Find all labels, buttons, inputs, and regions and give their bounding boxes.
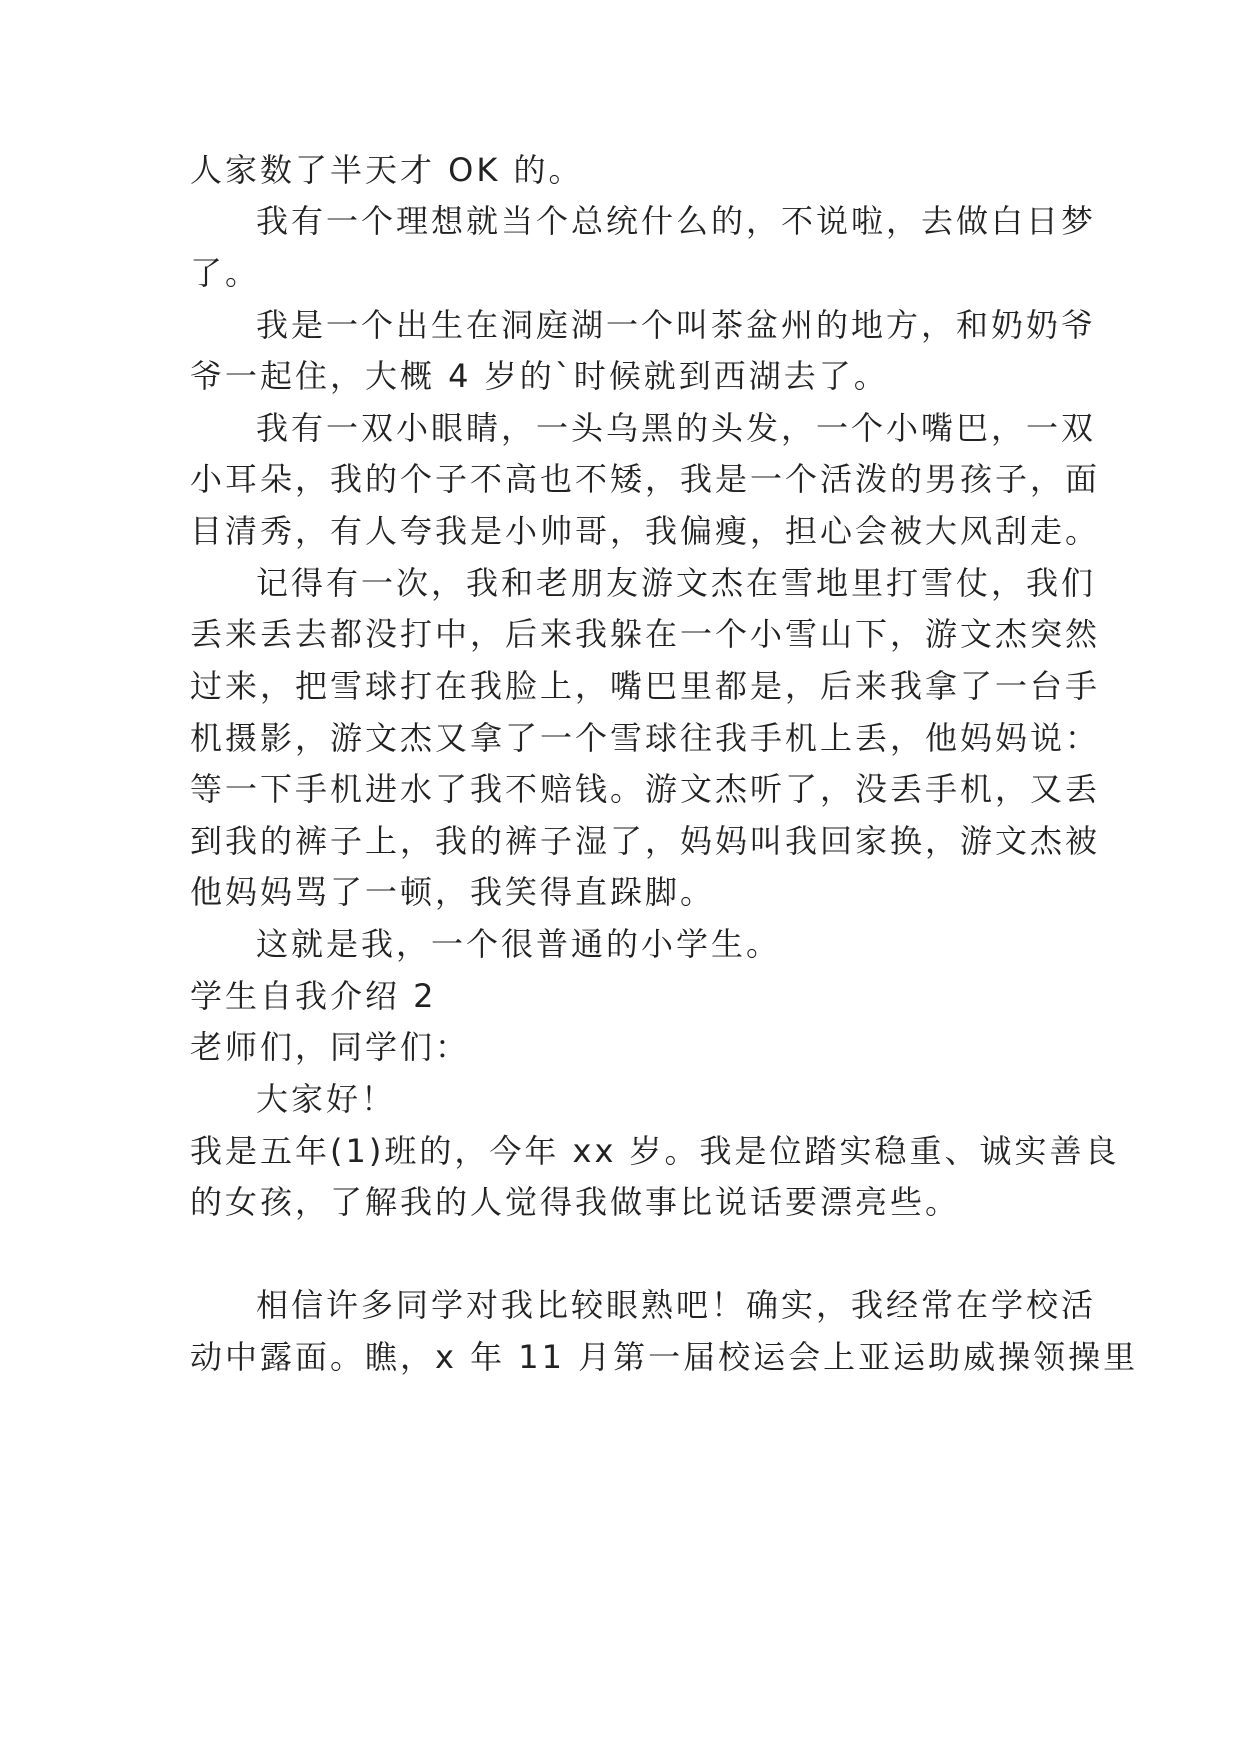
text-line: 过来，把雪球打在我脸上，嘴巴里都是，后来我拿了一台手 (190, 667, 1101, 705)
text-line: 的女孩，了解我的人觉得我做事比说话要漂亮些。 (190, 1183, 961, 1221)
text-line: 丢来丢去都没打中，后来我躲在一个小雪山下，游文杰突然 (190, 615, 1101, 653)
text-line: 目清秀，有人夸我是小帅哥，我偏瘦，担心会被大风刮走。 (190, 512, 1101, 550)
section-heading: 学生自我介绍 2 (190, 977, 437, 1015)
text-line: 了。 (190, 254, 261, 292)
text-line: 记得有一次，我和老朋友游文杰在雪地里打雪仗，我们 (256, 564, 1097, 602)
text-line: 相信许多同学对我比较眼熟吧！确实，我经常在学校活 (256, 1286, 1097, 1324)
text-line: 我是一个出生在洞庭湖一个叫茶盆州的地方，和奶奶爷 (256, 306, 1097, 344)
text-line: 爷一起住，大概 4 岁的`时候就到西湖去了。 (190, 357, 889, 395)
text-line: 等一下手机进水了我不赔钱。游文杰听了，没丢手机，又丢 (190, 770, 1101, 808)
text-line: 这就是我，一个很普通的小学生。 (256, 925, 782, 963)
text-line: 大家好！ (256, 1080, 397, 1118)
text-line: 我是五年(1)班的，今年 xx 岁。我是位踏实稳重、诚实善良 (190, 1132, 1120, 1170)
text-line: 老师们，同学们： (190, 1028, 471, 1066)
text-line: 人家数了半天才 OK 的。 (190, 151, 584, 189)
text-line: 我有一双小眼睛，一头乌黑的头发，一个小嘴巴，一双 (256, 409, 1097, 447)
text-line: 他妈妈骂了一顿，我笑得直跺脚。 (190, 873, 716, 911)
text-line: 机摄影，游文杰又拿了一个雪球往我手机上丢，他妈妈说： (190, 719, 1101, 757)
text-line: 动中露面。瞧，x 年 11 月第一届校运会上亚运助威操领操里 (190, 1338, 1139, 1376)
text-line: 到我的裤子上，我的裤子湿了，妈妈叫我回家换，游文杰被 (190, 822, 1101, 860)
text-line: 小耳朵，我的个子不高也不矮，我是一个活泼的男孩子，面 (190, 460, 1101, 498)
text-line: 我有一个理想就当个总统什么的，不说啦，去做白日梦 (256, 202, 1097, 240)
